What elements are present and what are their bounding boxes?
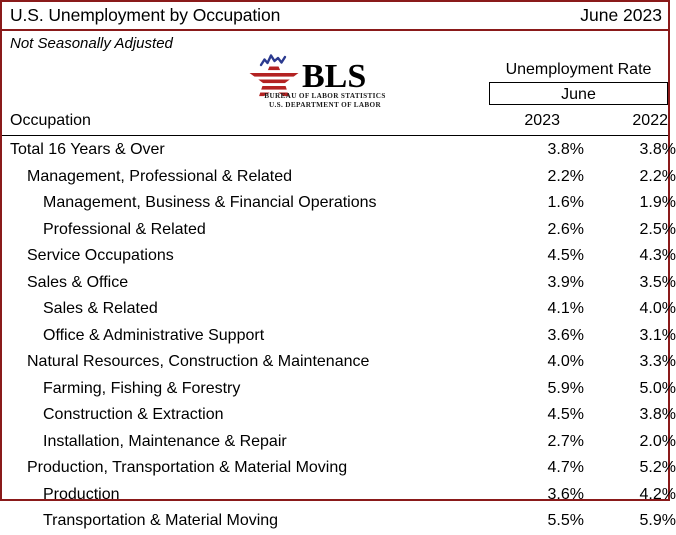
row-value-2023: 5.5% [547, 512, 584, 530]
table-row [2, 164, 676, 191]
table-row [2, 323, 676, 350]
table-row [2, 429, 676, 456]
rate-header-title: Unemployment Rate [505, 61, 652, 78]
row-occupation-label: Installation, Maintenance & Repair [43, 432, 287, 450]
table-row [2, 217, 676, 244]
row-value-2022: 3.8% [639, 141, 676, 159]
row-value-2023: 3.8% [547, 141, 584, 159]
column-header-2023: 2023 [524, 112, 560, 129]
row-occupation-label: Production, Transportation & Material Moving [27, 459, 348, 477]
row-value-2022: 5.2% [639, 459, 676, 477]
bls-logo [244, 54, 404, 109]
column-header-occupation: Occupation [10, 112, 91, 129]
table-row [2, 349, 676, 376]
row-occupation-label: Construction & Extraction [43, 406, 224, 424]
row-value-2023: 2.6% [547, 220, 584, 238]
table-row [2, 243, 676, 270]
table-row [2, 190, 676, 217]
bls-caption [250, 92, 400, 110]
subtitle-seasonal-adjustment: Not Seasonally Adjusted [10, 35, 173, 52]
bls-wordmark: BLS [302, 58, 367, 95]
row-value-2023: 5.9% [547, 379, 584, 397]
table-row [2, 270, 676, 297]
row-value-2023: 4.5% [547, 406, 584, 424]
table-row [2, 137, 676, 164]
table-row [2, 376, 676, 403]
row-value-2023: 4.0% [547, 353, 584, 371]
occupation-rate-table [2, 137, 676, 535]
row-value-2022: 3.8% [639, 406, 676, 424]
row-occupation-label: Management, Professional & Related [27, 167, 293, 185]
header-divider [2, 135, 668, 136]
row-occupation-label: Transportation & Material Moving [43, 512, 279, 530]
row-value-2022: 2.0% [639, 432, 676, 450]
row-value-2022: 4.0% [639, 300, 676, 318]
row-occupation-label: Sales & Related [43, 300, 158, 318]
row-value-2023: 4.7% [547, 459, 584, 477]
row-value-2022: 1.9% [639, 194, 676, 212]
rate-month-box: June [489, 82, 668, 105]
row-occupation-label: Office & Administrative Support [43, 326, 265, 344]
row-occupation-label: Production [43, 485, 120, 503]
row-value-2022: 3.1% [639, 326, 676, 344]
row-value-2022: 2.5% [639, 220, 676, 238]
column-header-row [2, 112, 668, 135]
row-value-2023: 2.7% [547, 432, 584, 450]
row-value-2023: 3.9% [547, 273, 584, 291]
row-occupation-label: Service Occupations [27, 247, 174, 265]
column-header-2022: 2022 [632, 112, 668, 129]
row-value-2023: 3.6% [547, 485, 584, 503]
table-row [2, 402, 676, 429]
rate-header-group [489, 60, 668, 105]
row-occupation-label: Management, Business & Financial Operations [43, 194, 377, 212]
bls-caption-line2: U.S. DEPARTMENT OF LABOR [268, 101, 382, 110]
row-value-2022: 5.9% [639, 512, 676, 530]
row-occupation-label: Farming, Fishing & Forestry [43, 379, 241, 397]
row-value-2023: 4.1% [547, 300, 584, 318]
row-value-2022: 4.2% [639, 485, 676, 503]
page-title: U.S. Unemployment by Occupation [10, 5, 281, 25]
row-occupation-label: Professional & Related [43, 220, 206, 238]
row-value-2023: 2.2% [547, 167, 584, 185]
row-occupation-label: Natural Resources, Construction & Maintenance [27, 353, 370, 371]
row-occupation-label: Total 16 Years & Over [10, 141, 165, 159]
report-period: June 2023 [580, 5, 662, 25]
table-body [2, 137, 676, 535]
row-value-2023: 1.6% [547, 194, 584, 212]
row-value-2023: 3.6% [547, 326, 584, 344]
table-row [2, 296, 676, 323]
row-occupation-label: Sales & Office [27, 273, 129, 291]
table-row [2, 482, 676, 509]
row-value-2022: 5.0% [639, 379, 676, 397]
row-value-2022: 3.3% [639, 353, 676, 371]
bls-caption-line1: BUREAU OF LABOR STATISTICS [264, 92, 386, 100]
bls-seal-icon [244, 54, 404, 94]
row-value-2023: 4.5% [547, 247, 584, 265]
title-bar [2, 2, 668, 31]
row-value-2022: 2.2% [639, 167, 676, 185]
table-row [2, 455, 676, 482]
row-value-2022: 4.3% [639, 247, 676, 265]
row-value-2022: 3.5% [639, 273, 676, 291]
table-row [2, 508, 676, 535]
